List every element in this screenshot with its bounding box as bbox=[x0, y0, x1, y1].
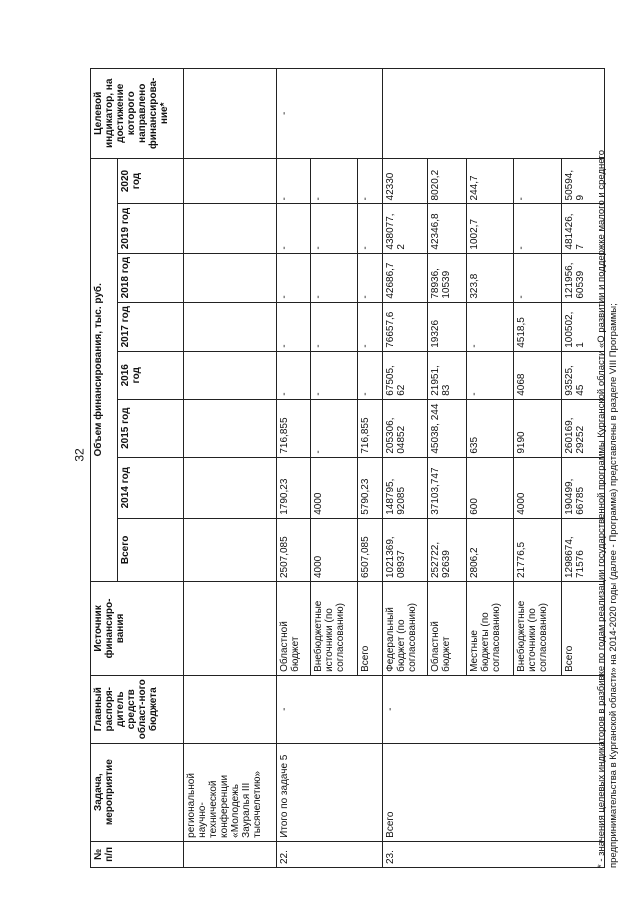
row22-v-2-6: - bbox=[358, 158, 383, 204]
row22-v-0-6: - bbox=[276, 158, 310, 204]
row22-v-0-0: 1790,23 bbox=[276, 457, 310, 518]
row23-v-1-6: 8020,2 bbox=[428, 158, 466, 204]
row22-v-2-0: 5790,23 bbox=[358, 457, 383, 518]
header-year-2016: 2016 год bbox=[118, 351, 183, 399]
row23-v-3-3: 4518,5 bbox=[514, 302, 562, 351]
row23-v-3-1: 9190 bbox=[514, 399, 562, 457]
row22-v-2-4: - bbox=[358, 253, 383, 302]
row23-v-1-4: 78936, 10539 bbox=[428, 253, 466, 302]
row22-v-2-1: 716,855 bbox=[358, 399, 383, 457]
row22-v-1-6: - bbox=[310, 158, 358, 204]
row23-total-3: 21776,5 bbox=[514, 518, 562, 581]
row23-v-0-1: 205306, 04852 bbox=[383, 399, 428, 457]
row23-v-4-3: 100502, 1 bbox=[561, 302, 604, 351]
row22-v-1-4: - bbox=[310, 253, 358, 302]
row22-v-0-4: - bbox=[276, 253, 310, 302]
row22-source-0: Областной бюджет bbox=[276, 582, 310, 676]
row23-source-3: Внебюджетные источники (по согласованию) bbox=[514, 582, 562, 676]
cont-task: региональной научно-технической конференции «Молодежь Зауралья III тысячелетию» bbox=[183, 743, 276, 841]
row23-indicator bbox=[383, 69, 605, 159]
header-year-2019: 2019 год bbox=[118, 204, 183, 253]
row22-v-0-1: 716,855 bbox=[276, 399, 310, 457]
table-row-22a bbox=[276, 69, 310, 868]
page-number: 32 bbox=[72, 448, 87, 462]
row23-v-1-0: 37103,747 bbox=[428, 457, 466, 518]
row22-v-2-3: - bbox=[358, 302, 383, 351]
header-manager: Главный распоря-дитель средств област-ного бюджета bbox=[91, 675, 184, 743]
row22-v-0-3: - bbox=[276, 302, 310, 351]
row23-v-2-5: 1002,7 bbox=[466, 204, 514, 253]
header-year-2020: 2020 год bbox=[118, 158, 183, 204]
row23-source-2: Местные бюджеты (по согласованию) bbox=[466, 582, 514, 676]
header-year-2018: 2018 год bbox=[118, 253, 183, 302]
row22-total-0: 2507,085 bbox=[276, 518, 310, 581]
row23-v-2-6: 244,7 bbox=[466, 158, 514, 204]
table-row-23a bbox=[383, 69, 428, 868]
financing-table-rotated bbox=[90, 68, 605, 868]
row23-manager: - bbox=[383, 675, 605, 743]
row23-v-0-4: 42686,7 bbox=[383, 253, 428, 302]
row23-v-1-1: 45038, 244 bbox=[428, 399, 466, 457]
header-row-1 bbox=[91, 69, 118, 868]
row22-v-1-2: - bbox=[310, 351, 358, 399]
header-year-2014: 2014 год bbox=[118, 457, 183, 518]
row23-v-4-0: 190499, 66785 bbox=[561, 457, 604, 518]
row23-v-0-0: 148795, 92085 bbox=[383, 457, 428, 518]
row23-v-3-5: - bbox=[514, 204, 562, 253]
row23-v-4-1: 260169, 29252 bbox=[561, 399, 604, 457]
row23-total-0: 1021369, 08937 bbox=[383, 518, 428, 581]
row23-total-4: 1298674, 71576 bbox=[561, 518, 604, 581]
row22-num: 22. bbox=[276, 841, 382, 867]
row22-v-2-2: - bbox=[358, 351, 383, 399]
header-volume: Объем финансирования, тыс. руб. bbox=[91, 158, 118, 581]
row23-v-1-5: 42346,8 bbox=[428, 204, 466, 253]
row23-source-4: Всего bbox=[561, 582, 604, 676]
row23-v-0-2: 67505, 62 bbox=[383, 351, 428, 399]
row23-v-0-6: 42330 bbox=[383, 158, 428, 204]
row22-v-1-1: - bbox=[310, 399, 358, 457]
row22-v-1-5: - bbox=[310, 204, 358, 253]
row23-v-2-2: - bbox=[466, 351, 514, 399]
header-task: Задача, мероприятие bbox=[91, 743, 184, 841]
row22-total-1: 4000 bbox=[310, 518, 358, 581]
row22-total-2: 6507,085 bbox=[358, 518, 383, 581]
row22-source-1: Внебюджетные источники (по согласованию) bbox=[310, 582, 358, 676]
row23-source-0: Федеральный бюджет (по согласованию) bbox=[383, 582, 428, 676]
header-total: Всего bbox=[118, 518, 183, 581]
row23-v-2-0: 600 bbox=[466, 457, 514, 518]
row23-v-4-4: 121956, 60539 bbox=[561, 253, 604, 302]
row22-indicator: - bbox=[276, 69, 382, 159]
row23-v-4-2: 93525, 45 bbox=[561, 351, 604, 399]
row23-v-4-5: 481426, 7 bbox=[561, 204, 604, 253]
row23-source-1: Областной бюджет bbox=[428, 582, 466, 676]
row22-v-1-3: - bbox=[310, 302, 358, 351]
header-num: № п/п bbox=[91, 841, 184, 867]
row22-v-1-0: 4000 bbox=[310, 457, 358, 518]
row22-manager: - bbox=[276, 675, 382, 743]
row23-v-2-4: 323,8 bbox=[466, 253, 514, 302]
row23-total-1: 252722, 92639 bbox=[428, 518, 466, 581]
row23-v-3-2: 4068 bbox=[514, 351, 562, 399]
row23-v-1-3: 19326 bbox=[428, 302, 466, 351]
row23-v-0-5: 438077, 2 bbox=[383, 204, 428, 253]
row22-v-0-5: - bbox=[276, 204, 310, 253]
row23-total-2: 2806,2 bbox=[466, 518, 514, 581]
row23-v-2-3: - bbox=[466, 302, 514, 351]
row23-v-1-2: 21951, 83 bbox=[428, 351, 466, 399]
row23-v-0-3: 76657,6 bbox=[383, 302, 428, 351]
row23-v-2-1: 635 bbox=[466, 399, 514, 457]
footnote: * - значения целевых индикаторов в разбивке по годам реализации государственной программы Курганской области «О развитии и поддержке малого и среднего предпринимательства в Курганской области» на 2014-2020 годы (далее - Программа) представлены в разделе VIII Программы; bbox=[596, 149, 619, 868]
row23-v-3-4: - bbox=[514, 253, 562, 302]
row23-num: 23. bbox=[383, 841, 605, 867]
header-year-2015: 2015 год bbox=[118, 399, 183, 457]
continuation-row bbox=[183, 69, 276, 868]
row23-v-3-6: - bbox=[514, 158, 562, 204]
financing-table bbox=[90, 68, 605, 868]
header-indicator: Целевой индикатор, на достижение которого направлено финансирова-ние* bbox=[91, 69, 184, 159]
row22-task: Итого по задаче 5 bbox=[276, 743, 382, 841]
row22-source-2: Всего bbox=[358, 582, 383, 676]
header-year-2017: 2017 год bbox=[118, 302, 183, 351]
cont-num bbox=[183, 841, 276, 867]
header-source: Источник финансиро-вания bbox=[91, 582, 184, 676]
row23-v-4-6: 50594, 9 bbox=[561, 158, 604, 204]
row23-task: Всего bbox=[383, 743, 605, 841]
row23-v-3-0: 4000 bbox=[514, 457, 562, 518]
row22-v-2-5: - bbox=[358, 204, 383, 253]
row22-v-0-2: - bbox=[276, 351, 310, 399]
